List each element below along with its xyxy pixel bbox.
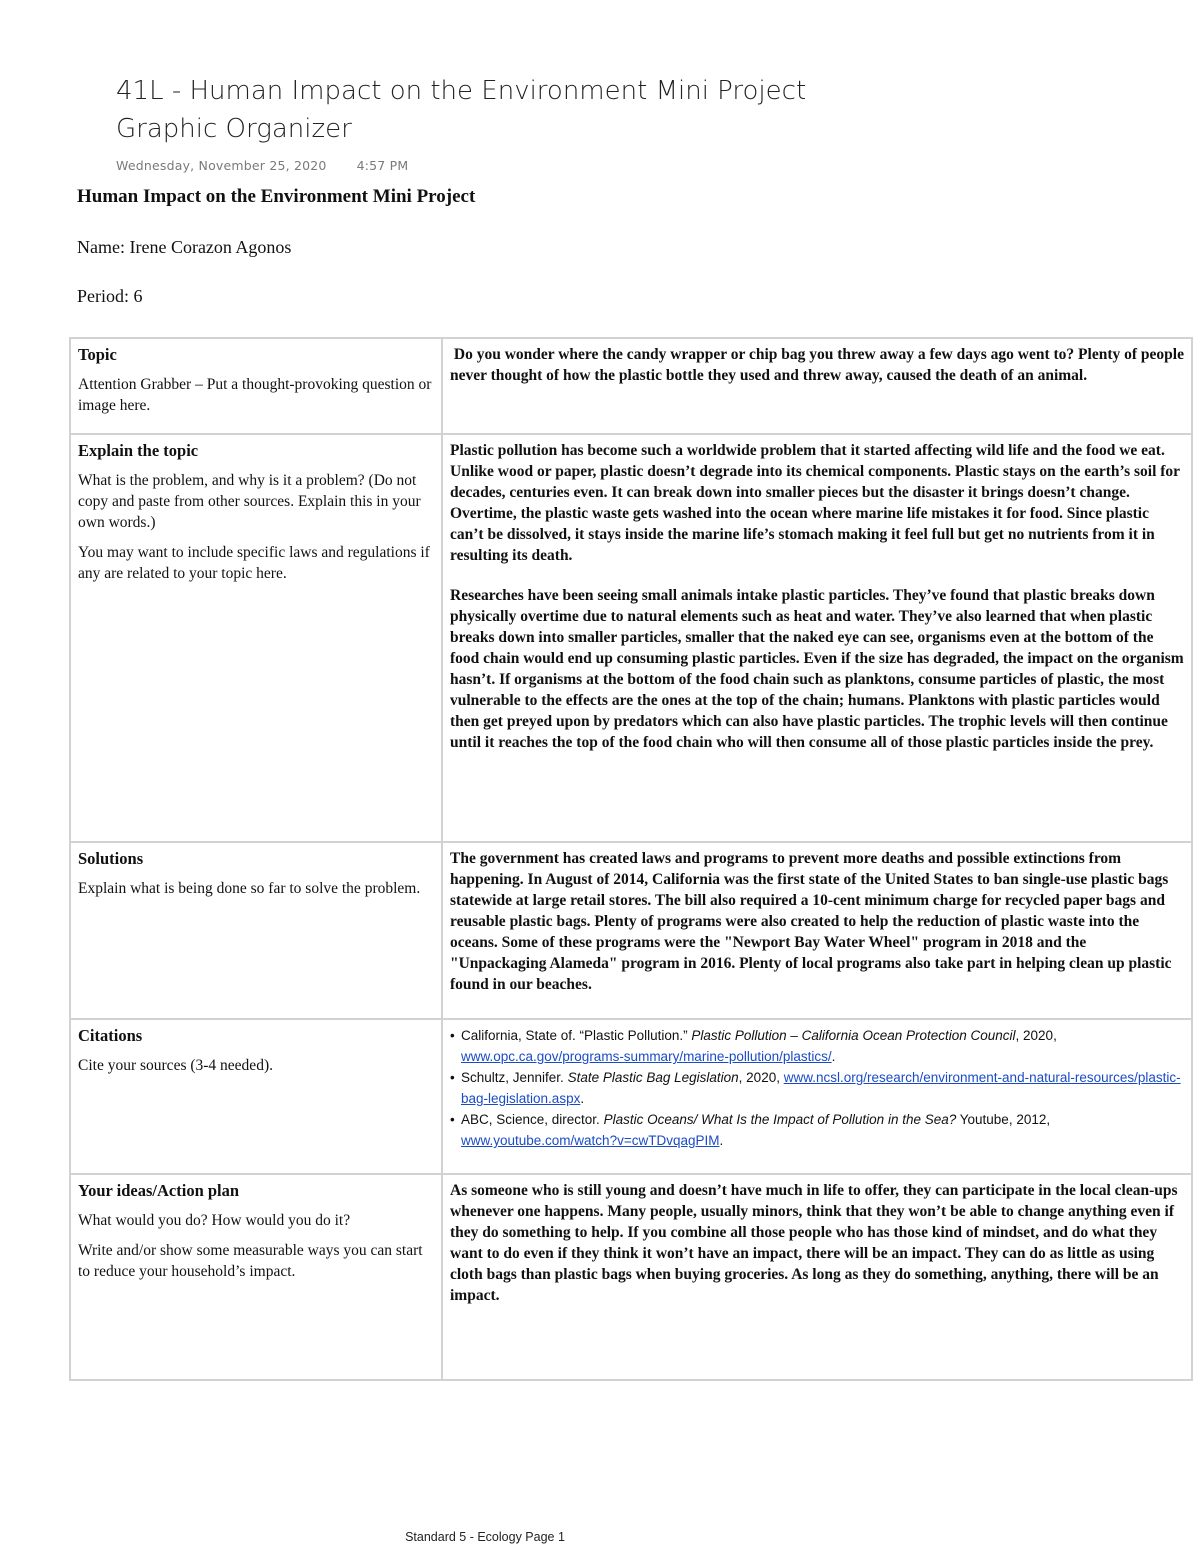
explain-title: Explain the topic	[78, 441, 199, 460]
citation-link[interactable]: www.youtube.com/watch?v=cwTDvqagPIM	[461, 1133, 720, 1148]
citation-link[interactable]: www.opc.ca.gov/programs-summary/marine-pollution/plastics/	[461, 1049, 832, 1064]
page-timestamp	[116, 158, 1116, 173]
bullet-icon: •	[450, 1028, 455, 1043]
page-subtitle: Graphic Organizer	[116, 114, 352, 144]
table-row-explain	[70, 434, 1192, 842]
topic-label-cell	[70, 338, 442, 434]
student-period: Period: 6	[77, 286, 143, 306]
page-footer	[0, 1530, 1200, 1544]
solutions-prompt: Explain what is being done so far to solve the problem.	[78, 880, 421, 897]
topic-answer: Do you wonder where the candy wrapper or chip bag you threw away a few days ago went to? Plenty of people never thought of how the plastic bottle they used and threw away, caused the death of an animal.	[450, 346, 1188, 384]
solutions-answer: The government has created laws and programs to prevent more deaths and possible extinctions from happening. In August of 2014, California was the first state of the United States to ban single-use plastic bags statewide at large retail stores. The bill also required a 10-cent minimum charge for recycled paper bags and reusable plastic bags. Plenty of programs were also created to help the reduction of plastic waste into the oceans. Some of these programs were the "Newport Bay Water Wheel" program in 2018 and the "Unpackaging Alameda" program in 2016. Plenty of local programs also take part in helping clean up plastic found in our beaches.	[450, 850, 1172, 993]
graphic-organizer-table	[69, 337, 1193, 1381]
citations-answer-cell[interactable]	[442, 1019, 1192, 1174]
solutions-answer-cell[interactable]	[442, 842, 1192, 1019]
citations-prompt: Cite your sources (3-4 needed).	[78, 1057, 273, 1074]
citations-label-cell	[70, 1019, 442, 1174]
table-row-topic	[70, 338, 1192, 434]
table-row-citations	[70, 1019, 1192, 1174]
citation-item: • ABC, Science, director. Plastic Oceans/ What Is the Impact of Pollution in the Sea? Youtube, 2012, www.youtube.com/watch?v=cwTDvqagPIM.	[450, 1109, 1184, 1151]
topic-prompt: Attention Grabber – Put a thought-provoking question or image here.	[78, 376, 432, 414]
footer-text: Standard 5 - Ecology Page 1	[405, 1530, 565, 1544]
page-date: Wednesday, November 25, 2020	[116, 158, 327, 173]
bullet-icon: •	[450, 1070, 455, 1085]
page-header	[116, 72, 1116, 173]
page-time: 4:57 PM	[356, 158, 409, 173]
explain-prompt: What is the problem, and why is it a problem? (Do not copy and paste from other sources. Explain this in your own words.)	[78, 472, 421, 531]
page-title: 41L - Human Impact on the Environment Mini Project	[116, 76, 807, 106]
citations-title: Citations	[78, 1026, 143, 1045]
solutions-title: Solutions	[78, 849, 144, 868]
explain-answer-paragraph-2: Researches have been seeing small animals intake plastic particles. They’ve found that plastic breaks down physically overtime due to natural elements such as heat and water. They’ve also learned that when plastic breaks down into smaller particles, smaller that the naked eye can see, organisms even at the bottom of the food chain would end up consuming plastic particles. Even if the size has degraded, the impact on the organism hasn’t. If organisms at the bottom of the food chain such as planktons, consume particles of plastic, the most vulnerable to the effects are the ones at the top of the chain; humans. Planktons with plastic particles would then get preyed upon by predators which can also have plastic particles. The trophic levels will then continue until it reaches the top of the food chain who will then consume all of those plastic particles inside the prey.	[450, 587, 1184, 751]
student-name: Name: Irene Corazon Agonos	[77, 237, 292, 257]
action-title: Your ideas/Action plan	[78, 1181, 240, 1200]
document-heading: Human Impact on the Environment Mini Project	[77, 186, 476, 207]
action-prompt-measurable: Write and/or show some measurable ways you can start to reduce your household’s impact.	[78, 1242, 423, 1280]
explain-label-cell	[70, 434, 442, 842]
explain-prompt-laws: You may want to include specific laws and regulations if any are related to your topic here.	[78, 544, 430, 582]
table-row-solutions	[70, 842, 1192, 1019]
citation-link[interactable]: www.ncsl.org/research/environment-and-natural-resources/plastic-bag-legislation.aspx	[461, 1070, 1181, 1106]
citation-item: • Schultz, Jennifer. State Plastic Bag Legislation, 2020, www.ncsl.org/research/environment-and-natural-resources/plastic-bag-legislation.aspx.	[450, 1067, 1184, 1109]
citation-item: • California, State of. “Plastic Pollution.” Plastic Pollution – California Ocean Protection Council, 2020, www.opc.ca.gov/programs-summary/marine-pollution/plastics/.	[450, 1025, 1184, 1067]
explain-answer-paragraph-1: Plastic pollution has become such a worldwide problem that it started affecting wild life and the food we eat. Unlike wood or paper, plastic doesn’t degrade into its chemical components. Plastic stays on the earth’s soil for decades, centuries even. It can break down into smaller pieces but the disaster it brings doesn’t change. Overtime, the plastic waste gets washed into the ocean where marine life mistakes it for food. Since plastic can’t be dissolved, it stays inside the marine life’s stomach making it feel full but get no nutrients from it in resulting its death.	[450, 442, 1180, 564]
action-answer-cell[interactable]	[442, 1174, 1192, 1380]
topic-answer-cell[interactable]	[442, 338, 1192, 434]
action-label-cell	[70, 1174, 442, 1380]
action-prompt: What would you do? How would you do it?	[78, 1212, 351, 1229]
action-answer: As someone who is still young and doesn’t have much in life to offer, they can participate in the local clean-ups whenever one happens. Many people, usually minors, think that they won’t be able to change anything even if they do something to help. If you combine all those people who has those kind of mindset, and do what they want to do even if they think it won’t have an impact, there will be an impact. They can do as little as using cloth bags than plastic bags when buying groceries. As long as they do something, anything, there will be an impact.	[450, 1182, 1178, 1304]
explain-answer-cell[interactable]	[442, 434, 1192, 842]
topic-title: Topic	[78, 345, 117, 364]
citation-list	[450, 1025, 1184, 1151]
table-row-action-plan	[70, 1174, 1192, 1380]
bullet-icon: •	[450, 1112, 455, 1127]
solutions-label-cell	[70, 842, 442, 1019]
